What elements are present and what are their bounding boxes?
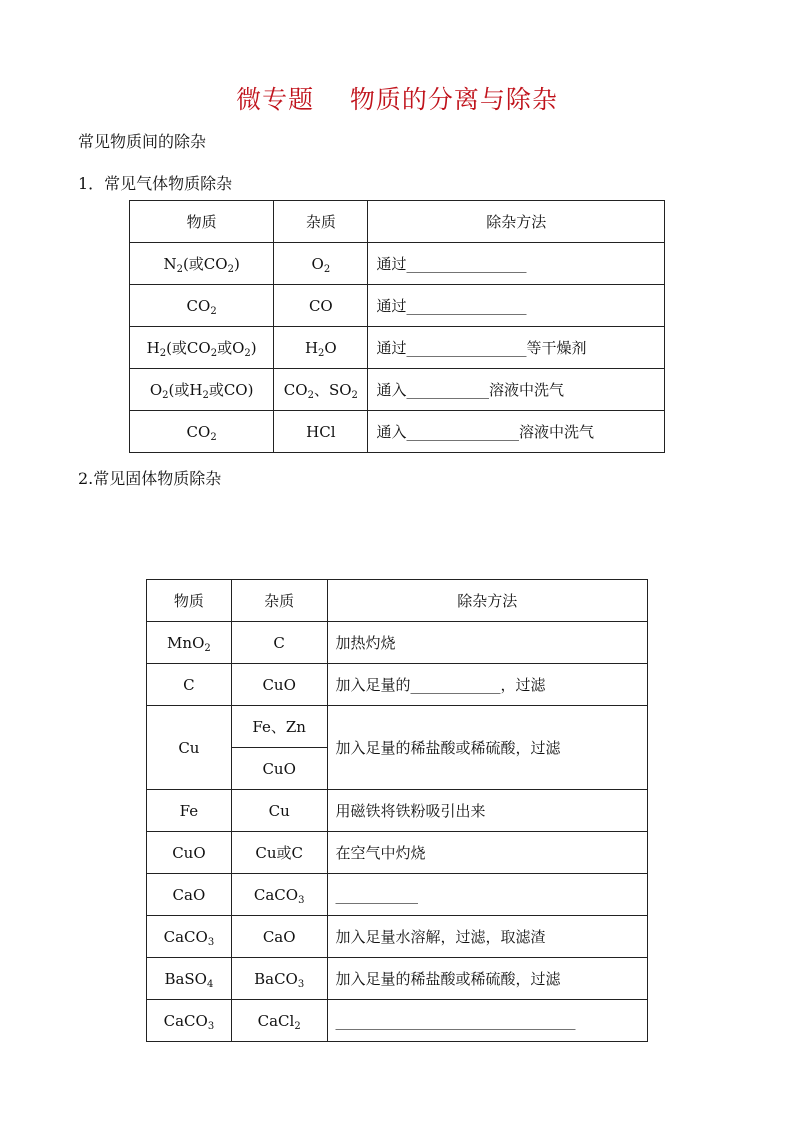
- gas-impurity-table: [129, 200, 665, 453]
- section1-heading: 1．常见气体物质除杂: [78, 174, 233, 193]
- cell-substance: $CO_2$: [130, 285, 274, 327]
- table-row: [147, 958, 648, 1000]
- header-impurity: 杂质: [231, 580, 327, 622]
- header-method: 除杂方法: [327, 580, 647, 622]
- table-row: [147, 790, 648, 832]
- cell-method: 加热灼烧: [327, 622, 647, 664]
- cell-substance: $CO_2$: [130, 411, 274, 453]
- cell-method: 通过________________: [368, 243, 665, 285]
- cell-method: 加入足量的稀盐酸或稀硫酸，过滤: [327, 958, 647, 1000]
- cell-impurity: CaCl$_2$: [231, 1000, 327, 1042]
- cell-method: 用磁铁将铁粉吸引出来: [327, 790, 647, 832]
- cell-impurity: CuO: [231, 664, 327, 706]
- cell-impurity: Cu或C: [231, 832, 327, 874]
- cell-impurity: HCl: [274, 411, 368, 453]
- cell-impurity: Cu: [231, 790, 327, 832]
- cell-impurity: $CO_2$、$SO_2$: [274, 369, 368, 411]
- table-row: [130, 369, 665, 411]
- header-substance: 物质: [147, 580, 232, 622]
- cell-method: ___________: [327, 874, 647, 916]
- cell-impurity: CuO: [231, 748, 327, 790]
- cell-substance: $N_2$(或$CO_2$): [130, 243, 274, 285]
- cell-substance: Fe: [147, 790, 232, 832]
- cell-method: 通过________________: [368, 285, 665, 327]
- table-row: [147, 664, 648, 706]
- header-substance: 物质: [130, 201, 274, 243]
- cell-substance: CuO: [147, 832, 232, 874]
- cell-method: 通过________________等干燥剂: [368, 327, 665, 369]
- cell-impurity: CaCO$_3$: [231, 874, 327, 916]
- cell-method: 通入___________溶液中洗气: [368, 369, 665, 411]
- table-row: [130, 327, 665, 369]
- cell-impurity: CaO: [231, 916, 327, 958]
- table-row: [147, 1000, 648, 1042]
- table-row: [130, 243, 665, 285]
- cell-method: 在空气中灼烧: [327, 832, 647, 874]
- table-header-row: [147, 580, 648, 622]
- cell-method: ________________________________: [327, 1000, 647, 1042]
- header-impurity: 杂质: [274, 201, 368, 243]
- cell-method: 加入足量的稀盐酸或稀硫酸，过滤: [327, 706, 647, 790]
- table-row: [147, 832, 648, 874]
- cell-method: 加入足量的____________，过滤: [327, 664, 647, 706]
- cell-substance: BaSO$_4$: [147, 958, 232, 1000]
- cell-substance: $O_2$(或$H_2$或CO): [130, 369, 274, 411]
- table-header-row: [130, 201, 665, 243]
- cell-impurity: $O_2$: [274, 243, 368, 285]
- cell-substance: CaO: [147, 874, 232, 916]
- section2-heading: 2.常见固体物质除杂: [78, 469, 222, 488]
- table-row: [130, 285, 665, 327]
- header-method: 除杂方法: [368, 201, 665, 243]
- cell-substance: Cu: [147, 706, 232, 790]
- page-title: 微专题 物质的分离与除杂: [236, 85, 558, 114]
- cell-impurity: BaCO$_3$: [231, 958, 327, 1000]
- cell-substance: CaCO$_3$: [147, 916, 232, 958]
- cell-impurity: $H_2O$: [274, 327, 368, 369]
- table-row: [147, 874, 648, 916]
- cell-method: 加入足量水溶解，过滤，取滤渣: [327, 916, 647, 958]
- cell-impurity: Fe、Zn: [231, 706, 327, 748]
- cell-impurity: C: [231, 622, 327, 664]
- cell-substance: $H_2$(或$CO_2$或$O_2$): [130, 327, 274, 369]
- intro-heading: 常见物质间的除杂: [78, 132, 207, 151]
- cell-substance: C: [147, 664, 232, 706]
- cell-method: 通入_______________溶液中洗气: [368, 411, 665, 453]
- cell-substance: MnO$_2$: [147, 622, 232, 664]
- solid-impurity-table: [146, 579, 648, 1042]
- table-row: [130, 411, 665, 453]
- cell-impurity: CO: [274, 285, 368, 327]
- table-row: [147, 916, 648, 958]
- cell-substance: CaCO$_3$: [147, 1000, 232, 1042]
- table-row: [147, 622, 648, 664]
- table-row: [147, 706, 648, 748]
